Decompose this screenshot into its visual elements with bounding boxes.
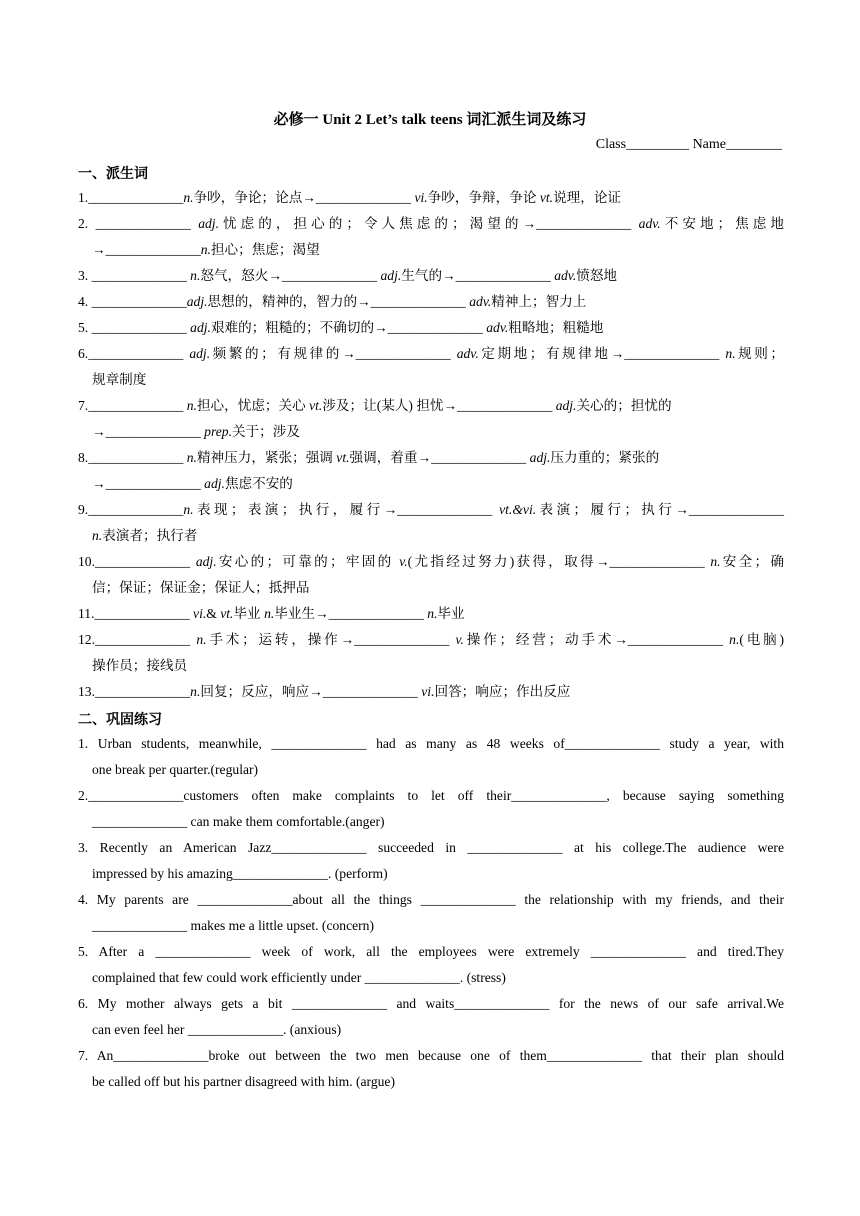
part-of-speech-label: vt. (220, 606, 234, 621)
derivative-text: 关于；涉及 (231, 424, 300, 439)
derivative-text: 规则； (735, 346, 785, 361)
derivative-text: 回复；反应，响应→______________ (200, 684, 422, 699)
derivative-text: 毕业生→______________ (274, 606, 428, 621)
derivative-text: 强调，着重→______________ (349, 450, 530, 465)
derivative-text: 粗略地；粗糙地 (508, 320, 604, 335)
derivative-text: 2. ______________ (78, 216, 199, 231)
part-of-speech-label: adj. (198, 216, 219, 231)
part-of-speech-label: n. (183, 502, 194, 517)
derivative-text: 表现；表演；执行，履行→______________ (193, 502, 500, 517)
section-heading-exercises: 二、巩固练习 (78, 713, 162, 728)
derivative-text: 说理，论证 (553, 190, 622, 205)
derivative-line (92, 579, 784, 597)
part-of-speech-label: n. (190, 268, 201, 283)
derivative-text: 定期地；有规律地→______________ (478, 346, 726, 361)
derivative-text: 担心，忧虑；关心 (196, 398, 310, 413)
part-of-speech-label: vi. (193, 606, 207, 621)
part-of-speech-label: v. (399, 554, 408, 569)
derivative-text: 表演者；执行者 (102, 528, 198, 543)
exercise-continuation: complained that few could work efficiently under ______________. (stress) (92, 970, 506, 985)
part-of-speech-label: adv. (456, 346, 479, 361)
exercise-item: 7. An______________broke out between the two men because one of them______________ that their plan should (78, 1048, 784, 1063)
derivative-text: 13.______________ (78, 684, 191, 699)
part-of-speech-label: vt. (539, 190, 554, 205)
derivative-line (78, 267, 784, 285)
part-of-speech-label: n. (196, 632, 207, 647)
derivative-text: 操作；经营；动手术→______________ (463, 632, 730, 647)
part-of-speech-label: n. (710, 554, 721, 569)
derivative-text: →______________ (92, 242, 201, 257)
part-of-speech-label: adj. (204, 476, 225, 491)
part-of-speech-label: adj. (555, 398, 577, 413)
part-of-speech-label: prep. (204, 424, 232, 439)
derivative-text: 安全；确 (720, 554, 785, 569)
derivative-text: 毕业 (233, 606, 265, 621)
part-of-speech-label: adj. (186, 294, 208, 309)
derivative-text: 11.______________ (78, 606, 194, 621)
derivative-text: 信；保证；保证金；保证人；抵押品 (92, 580, 310, 595)
derivative-line (92, 423, 784, 441)
derivative-text: 9.______________ (78, 502, 184, 517)
part-of-speech-label: n. (190, 684, 201, 699)
derivative-text: 5. ______________ (78, 320, 191, 335)
derivative-line (78, 631, 784, 649)
exercise-item: 6. My mother always gets a bit ______________ and waits______________ for the news of our safe arrival.We (78, 996, 784, 1011)
part-of-speech-label: n. (183, 190, 194, 205)
part-of-speech-label: vt. (309, 398, 323, 413)
derivative-text: 表演；履行；执行→______________ (536, 502, 784, 517)
part-of-speech-label: n. (92, 528, 103, 543)
derivative-line (78, 319, 784, 337)
part-of-speech-label: adv. (638, 216, 661, 231)
derivative-text: 关心的；担忧的 (576, 398, 672, 413)
part-of-speech-label: adv. (486, 320, 509, 335)
derivative-text: 6.______________ (78, 346, 190, 361)
derivative-text: 焦虑不安的 (224, 476, 293, 491)
derivative-text: 8.______________ (78, 450, 187, 465)
part-of-speech-label: adj. (189, 346, 211, 361)
derivative-line (92, 241, 784, 259)
part-of-speech-label: vt. (336, 450, 350, 465)
part-of-speech-label: vt.&vi. (499, 502, 537, 517)
part-of-speech-label: n. (186, 450, 197, 465)
derivative-text: 不安地；焦虑地 (660, 216, 784, 231)
derivative-text: 忧虑的，担心的；令人焦虑的；渴望的→______________ (218, 216, 639, 231)
derivative-text: 10.______________ (78, 554, 196, 569)
exercise-item: 2.______________customers often make complaints to let off their______________, because saying something (78, 788, 784, 803)
derivative-text: →______________ (92, 476, 205, 491)
part-of-speech-label: adv. (469, 294, 492, 309)
part-of-speech-label: n. (427, 606, 438, 621)
derivative-text: 毕业 (437, 606, 465, 621)
part-of-speech-label: n. (186, 398, 197, 413)
derivative-text: & (206, 606, 221, 621)
part-of-speech-label: n. (200, 242, 211, 257)
part-of-speech-label: n. (264, 606, 275, 621)
part-of-speech-label: vi. (421, 684, 435, 699)
derivative-line (78, 449, 784, 467)
derivative-text: 艰难的；粗糙的；不确切的→______________ (210, 320, 487, 335)
derivative-text: 手术；运转，操作→______________ (206, 632, 456, 647)
derivative-line (78, 683, 784, 701)
derivative-text: (尤指经过努力)获得，取得→______________ (407, 554, 711, 569)
derivative-text: 4. ______________ (78, 294, 187, 309)
class-name-line: Class_________ Name________ (595, 137, 782, 152)
derivative-text: 3. ______________ (78, 268, 191, 283)
derivative-text: 回答；响应；作出反应 (434, 684, 571, 699)
derivative-text: 规章制度 (92, 372, 147, 387)
exercise-continuation: ______________ can make them comfortable.(anger) (92, 814, 385, 829)
derivative-line (92, 475, 784, 493)
derivative-line (78, 397, 784, 415)
derivative-text: 思想的，精神的，智力的→______________ (207, 294, 470, 309)
part-of-speech-label: adj. (190, 320, 211, 335)
derivative-line (78, 215, 784, 233)
derivative-line (78, 501, 784, 519)
derivative-text: 精神上；智力上 (491, 294, 587, 309)
part-of-speech-label: n. (725, 346, 736, 361)
page-title: 必修一 Unit 2 Let’s talk teens 词汇派生词及练习 (273, 112, 587, 128)
derivative-text: 7.______________ (78, 398, 187, 413)
derivative-line (92, 527, 784, 545)
derivative-text: 怒气，怒火→______________ (200, 268, 381, 283)
derivative-text: 担心；焦虑；渴望 (210, 242, 320, 257)
derivative-line (78, 189, 784, 207)
derivative-text: 1.______________ (78, 190, 184, 205)
exercise-continuation: be called off but his partner disagreed with him. (argue) (92, 1074, 395, 1089)
exercise-item: 3. Recently an American Jazz______________ succeeded in ______________ at his college.The audience were (78, 840, 784, 855)
part-of-speech-label: adv. (554, 268, 577, 283)
derivative-line (92, 657, 784, 675)
derivative-text: 愤怒地 (576, 268, 618, 283)
part-of-speech-label: n. (729, 632, 740, 647)
derivative-line (78, 293, 784, 311)
exercise-continuation: ______________ makes me a little upset. (concern) (92, 918, 374, 933)
derivative-text: 安心的；可靠的；牢固的 (216, 554, 400, 569)
derivative-line (78, 345, 784, 363)
derivative-text: (电脑) (739, 632, 785, 647)
part-of-speech-label: v. (455, 632, 464, 647)
exercise-item: 1. Urban students, meanwhile, ______________ had as many as 48 weeks of______________ study a year, with (78, 736, 784, 751)
section-heading-derivatives: 一、派生词 (78, 167, 148, 182)
exercise-continuation: can even feel her ______________. (anxious) (92, 1022, 342, 1037)
derivative-line (92, 371, 784, 389)
part-of-speech-label: vi. (414, 190, 428, 205)
derivative-text: 生气的→______________ (401, 268, 555, 283)
derivative-text: 争吵，争辩，争论 (427, 190, 540, 205)
part-of-speech-label: adj. (195, 554, 217, 569)
part-of-speech-label: adj. (380, 268, 402, 283)
exercise-continuation: impressed by his amazing______________. (perform) (92, 866, 388, 881)
derivative-text: 操作员；接线员 (92, 658, 188, 673)
derivative-line (78, 553, 784, 571)
derivative-text: 争吵，争论；论点→______________ (193, 190, 415, 205)
derivative-text: 频繁的；有规律的→______________ (210, 346, 457, 361)
derivative-line (78, 605, 784, 623)
part-of-speech-label: adj. (529, 450, 551, 465)
derivative-text: 压力重的；紧张的 (550, 450, 660, 465)
derivative-text: 涉及；让(某人) 担忧→______________ (322, 398, 556, 413)
derivative-text: 精神压力，紧张；强调 (196, 450, 337, 465)
exercise-item: 5. After a ______________ week of work, all the employees were extremely ______________ and tired.They (78, 944, 784, 959)
derivative-text: 12.______________ (78, 632, 197, 647)
derivative-text: →______________ (92, 424, 205, 439)
exercise-item: 4. My parents are ______________about all the things ______________ the relationship with my friends, and their (78, 892, 784, 907)
exercise-continuation: one break per quarter.(regular) (92, 762, 259, 777)
